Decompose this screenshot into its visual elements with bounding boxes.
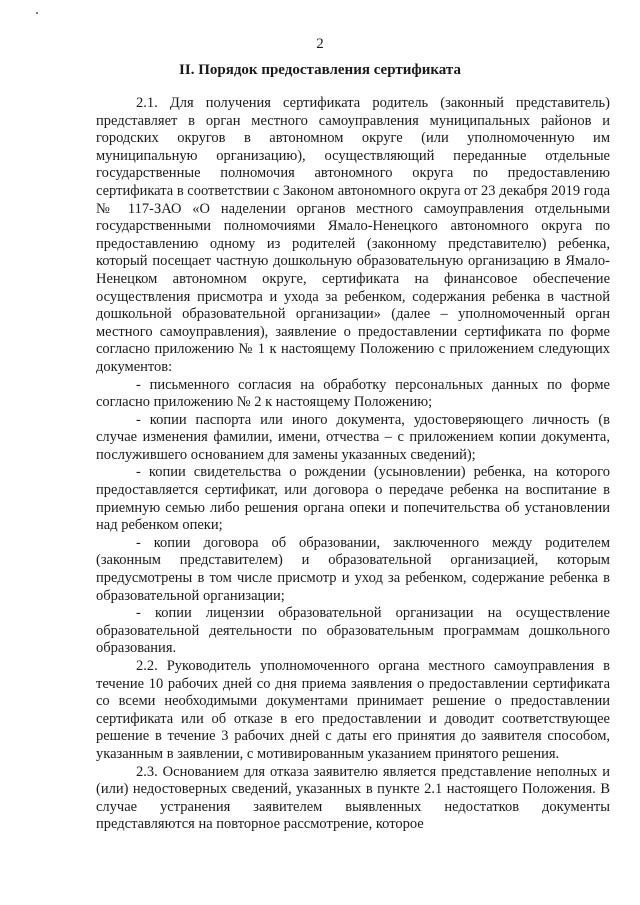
scan-speck <box>36 12 38 14</box>
list-item-education-contract: - копии договора об образовании, заключенного между родителем (законным представителем) и образовательной организацией, которым предусмотрены в том числе присмотр и уход за ребенком, содержание ребенка в образовательной организации; <box>96 534 610 604</box>
list-item-consent: - письменного согласия на обработку персональных данных по форме согласно приложению № 2 к настоящему Положению; <box>96 376 610 411</box>
paragraph-2-3: 2.3. Основанием для отказа заявителю является представление неполных и (или) недостоверных сведений, указанных в пункте 2.1 настоящего Положения. В случае устранения заявителем выявленных недостатков документы представляются на повторное рассмотрение, которое <box>96 763 610 833</box>
paragraph-2-1: 2.1. Для получения сертификата родитель (законный представитель) представляет в орган местного самоуправления муниципальных районов и городских округов в автономном округе (или уполномоченную им муниципальную организацию), осуществляющий переданные отдельные государственные полномочия автономного округа по предоставлению сертификата в соответствии с Законом автономного округа от 23 декабря 2019 года № 117-ЗАО «О наделении органов местного самоуправления отдельными государственными полномочиями Ямало-Ненецкого автономного округа по предоставлению одному из родителей (законному представителю) ребенка, который посещает частную дошкольную образовательную организацию в Ямало-Ненецком автономном округе, сертификата на финансовое обеспечение осуществления присмотра и ухода за ребенком, содержания ребенка в частной дошкольной образовательной организации» (далее – уполномоченный орган местного самоуправления), заявление о предоставлении сертификата по форме согласно приложению № 1 к настоящему Положению с приложением следующих документов: <box>96 95 611 375</box>
list-item-passport: - копии паспорта или иного документа, удостоверяющего личность (в случае изменения фамилии, имени, отчества – с приложением копии документа, послужившего основанием для замены указанных сведений); <box>96 411 610 463</box>
paragraph-2-2: 2.2. Руководитель уполномоченного органа местного самоуправления в течение 10 рабочих дней со дня приема заявления о предоставлении сертификата со всеми необходимыми документами принимает решение о предоставлении сертификата или об отказе в его предоставлении и доводит соответствующее решение в течение 3 рабочих дней с даты его принятия до заявителя способом, указанным в заявлении, с мотивированным указанием принятого решения. <box>96 658 610 762</box>
list-item-birth-certificate: - копии свидетельства о рождении (усыновлении) ребенка, на которого предоставляется сертификат, или договора о передаче ребенка на воспитание в приемную семью либо решения органа опеки и попечительства об установлении над ребенком опеки; <box>96 464 610 534</box>
section-heading: II. Порядок предоставления сертификата <box>179 62 461 78</box>
list-item-license: - копии лицензии образовательной организации на осуществление образовательной деятельности по образовательным программам дошкольного образования. <box>96 605 610 657</box>
page-number: 2 <box>316 36 324 52</box>
document-body <box>96 95 610 834</box>
